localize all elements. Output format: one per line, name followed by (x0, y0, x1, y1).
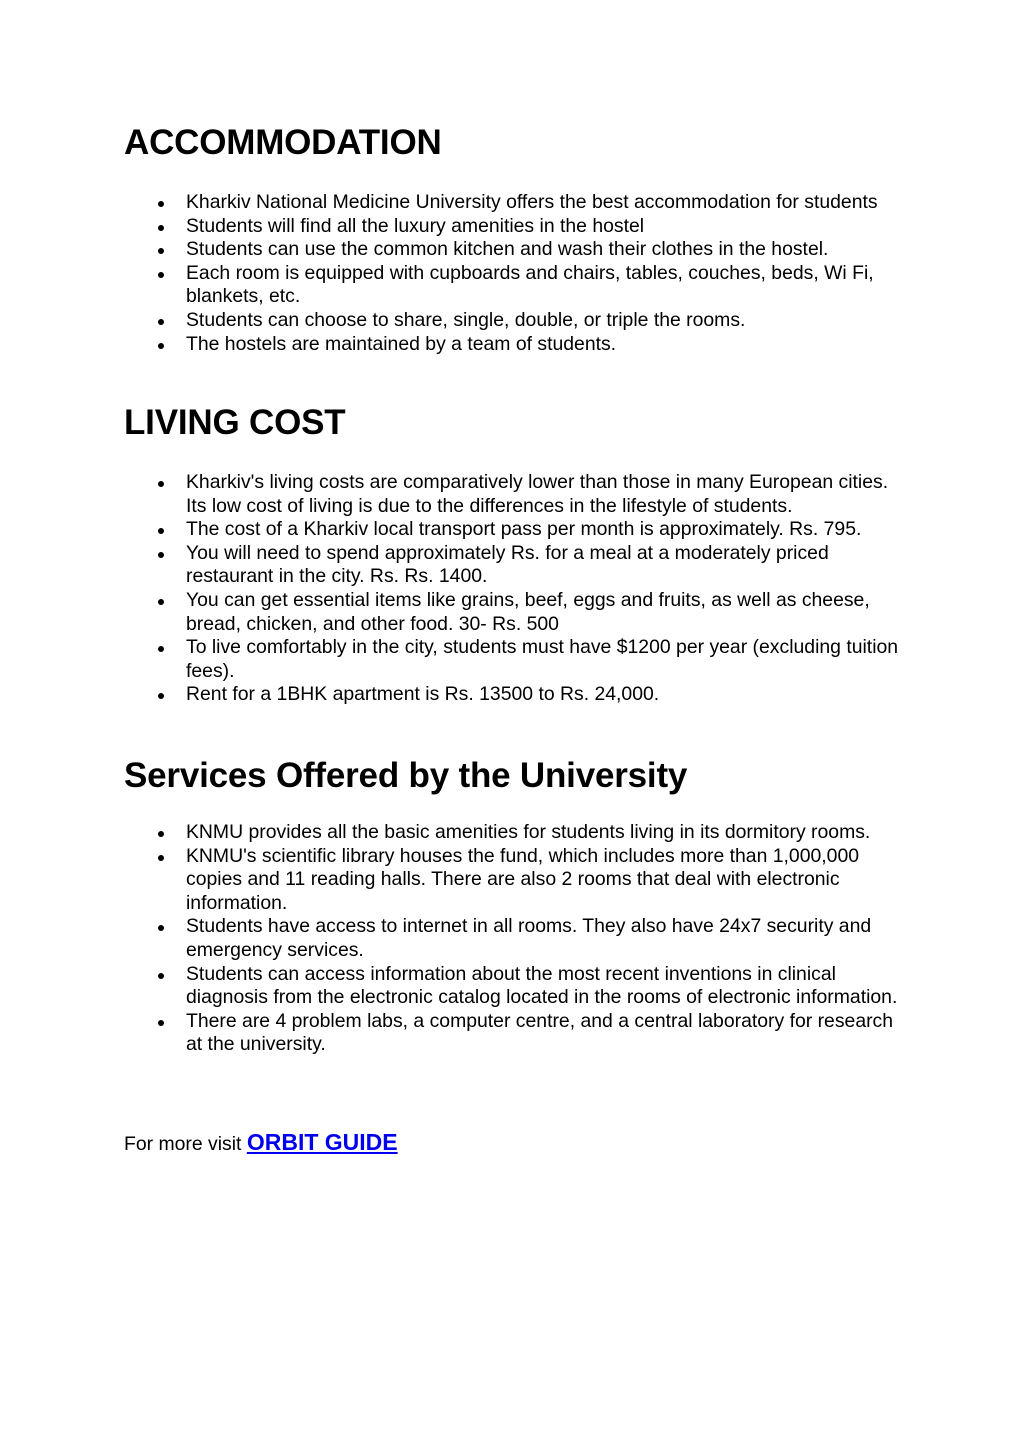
list-item: The hostels are maintained by a team of students. (124, 333, 899, 357)
list-item: Students will find all the luxury amenities in the hostel (124, 215, 899, 239)
footer-line (124, 1127, 398, 1159)
accommodation-list (124, 191, 899, 356)
list-item: Students can use the common kitchen and wash their clothes in the hostel. (124, 238, 899, 262)
living-cost-list (124, 471, 899, 707)
services-list (124, 821, 899, 1057)
list-item: Each room is equipped with cupboards and chairs, tables, couches, beds, Wi Fi, blankets, etc. (124, 262, 899, 309)
list-item: You will need to spend approximately Rs. for a meal at a moderately priced restaurant in the city. Rs. Rs. 1400. (124, 542, 899, 589)
list-item: Kharkiv National Medicine University offers the best accommodation for students (124, 191, 899, 215)
list-item: Rent for a 1BHK apartment is Rs. 13500 to Rs. 24,000. (124, 683, 899, 707)
list-item: You can get essential items like grains, beef, eggs and fruits, as well as cheese, bread, chicken, and other food. 30- Rs. 500 (124, 589, 899, 636)
orbit-guide-link[interactable]: ORBIT GUIDE (246, 1129, 398, 1155)
list-item: Students can choose to share, single, double, or triple the rooms. (124, 309, 899, 333)
list-item: KNMU provides all the basic amenities for students living in its dormitory rooms. (124, 821, 899, 845)
section-heading-accommodation: ACCOMMODATION (124, 123, 442, 162)
list-item: Students can access information about the most recent inventions in clinical diagnosis from the electronic catalog located in the rooms of electronic information. (124, 963, 899, 1010)
section-heading-services: Services Offered by the University (124, 756, 688, 795)
footer-prefix: For more visit (124, 1133, 247, 1155)
section-heading-living-cost: LIVING COST (124, 403, 346, 442)
list-item: The cost of a Kharkiv local transport pass per month is approximately. Rs. 795. (124, 518, 899, 542)
list-item: To live comfortably in the city, students must have $1200 per year (excluding tuition fees). (124, 636, 899, 683)
list-item: There are 4 problem labs, a computer centre, and a central laboratory for research at the university. (124, 1010, 899, 1057)
list-item: Students have access to internet in all rooms. They also have 24x7 security and emergency services. (124, 915, 899, 962)
list-item: KNMU's scientific library houses the fund, which includes more than 1,000,000 copies and 11 reading halls. There are also 2 rooms that deal with electronic information. (124, 845, 899, 916)
list-item: Kharkiv's living costs are comparatively lower than those in many European cities. Its low cost of living is due to the differences in the lifestyle of students. (124, 471, 899, 518)
